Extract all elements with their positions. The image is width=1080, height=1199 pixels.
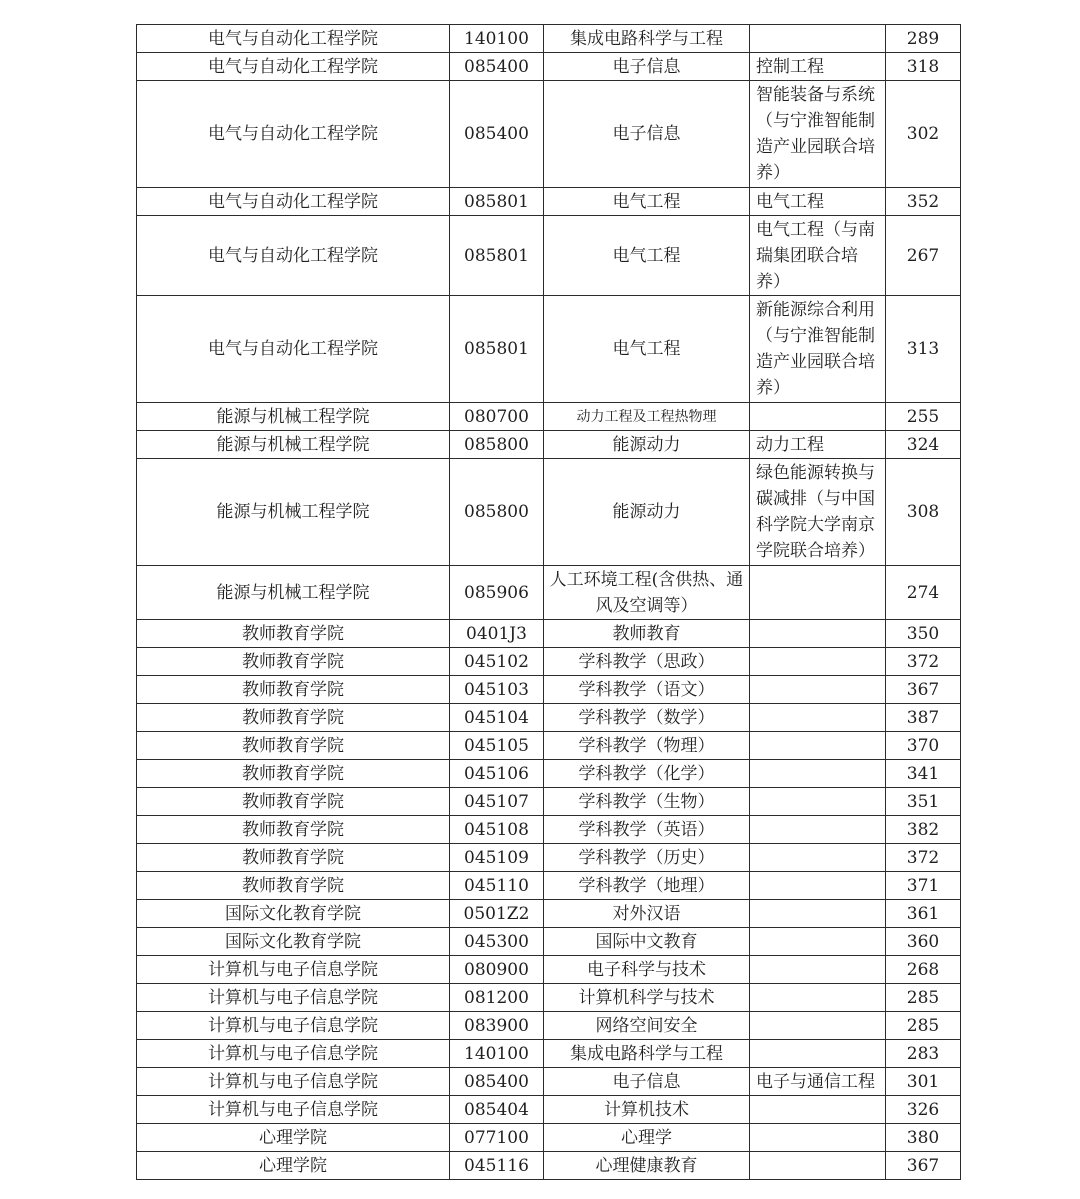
college-cell: 心理学院 [137, 1124, 450, 1152]
research-direction-cell [750, 928, 886, 956]
major-code-cell: 045110 [450, 872, 544, 900]
college-cell: 能源与机械工程学院 [137, 459, 450, 566]
score-cell: 285 [886, 1012, 961, 1040]
research-direction-cell [750, 620, 886, 648]
major-code-cell: 085400 [450, 53, 544, 81]
major-name-cell: 电气工程 [544, 216, 750, 296]
major-name-cell: 电气工程 [544, 188, 750, 216]
score-cell: 274 [886, 566, 961, 620]
research-direction-cell [750, 1040, 886, 1068]
major-name-cell: 学科教学（思政） [544, 648, 750, 676]
major-name-cell: 国际中文教育 [544, 928, 750, 956]
research-direction-cell [750, 648, 886, 676]
major-name-cell: 计算机科学与技术 [544, 984, 750, 1012]
major-code-cell: 045102 [450, 648, 544, 676]
table-row [137, 844, 961, 872]
major-code-cell: 0501Z2 [450, 900, 544, 928]
major-name-cell: 教师教育 [544, 620, 750, 648]
major-name-cell: 动力工程及工程热物理 [544, 403, 750, 431]
table-row [137, 900, 961, 928]
college-cell: 计算机与电子信息学院 [137, 1040, 450, 1068]
major-name-cell: 学科教学（生物） [544, 788, 750, 816]
major-code-cell: 0401J3 [450, 620, 544, 648]
major-code-cell: 085400 [450, 1068, 544, 1096]
research-direction-cell: 绿色能源转换与碳减排（与中国科学院大学南京学院联合培养） [750, 459, 886, 566]
research-direction-cell [750, 1152, 886, 1180]
score-cell: 255 [886, 403, 961, 431]
major-code-cell: 080700 [450, 403, 544, 431]
major-name-cell: 集成电路科学与工程 [544, 1040, 750, 1068]
major-code-cell: 045106 [450, 760, 544, 788]
college-cell: 心理学院 [137, 1152, 450, 1180]
table-row [137, 676, 961, 704]
major-name-cell: 计算机技术 [544, 1096, 750, 1124]
research-direction-cell [750, 844, 886, 872]
research-direction-cell: 智能装备与系统（与宁淮智能制造产业园联合培养） [750, 81, 886, 188]
score-cell: 285 [886, 984, 961, 1012]
major-name-cell: 电子科学与技术 [544, 956, 750, 984]
college-cell: 教师教育学院 [137, 676, 450, 704]
major-name-cell: 学科教学（化学） [544, 760, 750, 788]
college-cell: 计算机与电子信息学院 [137, 984, 450, 1012]
college-cell: 电气与自动化工程学院 [137, 296, 450, 403]
research-direction-cell [750, 760, 886, 788]
research-direction-cell [750, 704, 886, 732]
college-cell: 教师教育学院 [137, 816, 450, 844]
score-cell: 372 [886, 844, 961, 872]
score-cell: 341 [886, 760, 961, 788]
research-direction-cell: 新能源综合利用（与宁淮智能制造产业园联合培养） [750, 296, 886, 403]
major-code-cell: 045108 [450, 816, 544, 844]
table-row [137, 296, 961, 403]
major-name-cell: 学科教学（历史） [544, 844, 750, 872]
college-cell: 教师教育学院 [137, 844, 450, 872]
major-name-cell: 能源动力 [544, 459, 750, 566]
college-cell: 电气与自动化工程学院 [137, 53, 450, 81]
college-cell: 计算机与电子信息学院 [137, 1012, 450, 1040]
table-row [137, 984, 961, 1012]
research-direction-cell [750, 984, 886, 1012]
table-row [137, 816, 961, 844]
major-code-cell: 045300 [450, 928, 544, 956]
college-cell: 计算机与电子信息学院 [137, 1096, 450, 1124]
table-row [137, 1124, 961, 1152]
college-cell: 电气与自动化工程学院 [137, 25, 450, 53]
table-row [137, 928, 961, 956]
score-cell: 352 [886, 188, 961, 216]
table-row [137, 566, 961, 620]
college-cell: 能源与机械工程学院 [137, 403, 450, 431]
college-cell: 教师教育学院 [137, 760, 450, 788]
major-code-cell: 085801 [450, 188, 544, 216]
college-cell: 计算机与电子信息学院 [137, 1068, 450, 1096]
research-direction-cell [750, 25, 886, 53]
major-name-cell: 能源动力 [544, 431, 750, 459]
research-direction-cell: 电气工程（与南瑞集团联合培养） [750, 216, 886, 296]
major-code-cell: 140100 [450, 25, 544, 53]
score-cell: 371 [886, 872, 961, 900]
major-name-cell: 学科教学（数学） [544, 704, 750, 732]
table-row [137, 403, 961, 431]
major-code-cell: 085906 [450, 566, 544, 620]
table-row [137, 760, 961, 788]
college-cell: 国际文化教育学院 [137, 900, 450, 928]
table-row [137, 1068, 961, 1096]
major-code-cell: 085801 [450, 216, 544, 296]
major-name-cell: 电气工程 [544, 296, 750, 403]
major-code-cell: 085404 [450, 1096, 544, 1124]
major-code-cell: 083900 [450, 1012, 544, 1040]
major-name-cell: 电子信息 [544, 53, 750, 81]
major-code-cell: 080900 [450, 956, 544, 984]
research-direction-cell: 动力工程 [750, 431, 886, 459]
table-row [137, 1152, 961, 1180]
major-name-cell: 学科教学（英语） [544, 816, 750, 844]
research-direction-cell [750, 872, 886, 900]
table-row [137, 1040, 961, 1068]
score-cell: 351 [886, 788, 961, 816]
score-cell: 367 [886, 1152, 961, 1180]
score-cell: 367 [886, 676, 961, 704]
research-direction-cell [750, 788, 886, 816]
score-cell: 350 [886, 620, 961, 648]
research-direction-cell [750, 403, 886, 431]
score-cell: 326 [886, 1096, 961, 1124]
research-direction-cell: 控制工程 [750, 53, 886, 81]
major-code-cell: 045103 [450, 676, 544, 704]
research-direction-cell [750, 900, 886, 928]
table-row [137, 620, 961, 648]
research-direction-cell: 电子与通信工程 [750, 1068, 886, 1096]
table-row [137, 1096, 961, 1124]
research-direction-cell [750, 566, 886, 620]
score-cell: 313 [886, 296, 961, 403]
major-code-cell: 045109 [450, 844, 544, 872]
score-cell: 372 [886, 648, 961, 676]
college-cell: 计算机与电子信息学院 [137, 956, 450, 984]
major-name-cell: 学科教学（地理） [544, 872, 750, 900]
research-direction-cell [750, 676, 886, 704]
table-row [137, 431, 961, 459]
score-cell: 370 [886, 732, 961, 760]
admission-score-table [136, 24, 961, 1180]
score-cell: 308 [886, 459, 961, 566]
major-name-cell: 学科教学（语文） [544, 676, 750, 704]
score-cell: 302 [886, 81, 961, 188]
table-row [137, 25, 961, 53]
college-cell: 能源与机械工程学院 [137, 431, 450, 459]
table-row [137, 81, 961, 188]
major-name-cell: 集成电路科学与工程 [544, 25, 750, 53]
college-cell: 教师教育学院 [137, 872, 450, 900]
score-cell: 289 [886, 25, 961, 53]
college-cell: 电气与自动化工程学院 [137, 81, 450, 188]
score-cell: 324 [886, 431, 961, 459]
major-name-cell: 心理健康教育 [544, 1152, 750, 1180]
table-row [137, 459, 961, 566]
college-cell: 教师教育学院 [137, 732, 450, 760]
major-code-cell: 045105 [450, 732, 544, 760]
major-code-cell: 140100 [450, 1040, 544, 1068]
score-cell: 283 [886, 1040, 961, 1068]
research-direction-cell [750, 956, 886, 984]
table-row [137, 648, 961, 676]
table-row [137, 216, 961, 296]
college-cell: 电气与自动化工程学院 [137, 216, 450, 296]
major-name-cell: 网络空间安全 [544, 1012, 750, 1040]
major-code-cell: 085801 [450, 296, 544, 403]
table-row [137, 1012, 961, 1040]
table-row [137, 788, 961, 816]
major-name-cell: 学科教学（物理） [544, 732, 750, 760]
table-row [137, 956, 961, 984]
score-cell: 318 [886, 53, 961, 81]
college-cell: 能源与机械工程学院 [137, 566, 450, 620]
table-row [137, 704, 961, 732]
major-name-cell: 电子信息 [544, 81, 750, 188]
major-code-cell: 085800 [450, 459, 544, 566]
major-code-cell: 081200 [450, 984, 544, 1012]
score-cell: 360 [886, 928, 961, 956]
major-code-cell: 085400 [450, 81, 544, 188]
table-row [137, 188, 961, 216]
table-row [137, 53, 961, 81]
research-direction-cell [750, 732, 886, 760]
score-cell: 268 [886, 956, 961, 984]
table-row [137, 732, 961, 760]
major-name-cell: 人工环境工程(含供热、通风及空调等） [544, 566, 750, 620]
major-code-cell: 085800 [450, 431, 544, 459]
major-name-cell: 电子信息 [544, 1068, 750, 1096]
research-direction-cell [750, 1124, 886, 1152]
research-direction-cell [750, 1012, 886, 1040]
college-cell: 电气与自动化工程学院 [137, 188, 450, 216]
table-row [137, 872, 961, 900]
major-code-cell: 045116 [450, 1152, 544, 1180]
research-direction-cell [750, 1096, 886, 1124]
research-direction-cell [750, 816, 886, 844]
score-cell: 301 [886, 1068, 961, 1096]
score-cell: 361 [886, 900, 961, 928]
college-cell: 教师教育学院 [137, 788, 450, 816]
college-cell: 教师教育学院 [137, 620, 450, 648]
major-name-cell: 心理学 [544, 1124, 750, 1152]
score-cell: 267 [886, 216, 961, 296]
research-direction-cell: 电气工程 [750, 188, 886, 216]
score-cell: 382 [886, 816, 961, 844]
major-code-cell: 077100 [450, 1124, 544, 1152]
major-name-cell: 对外汉语 [544, 900, 750, 928]
college-cell: 国际文化教育学院 [137, 928, 450, 956]
college-cell: 教师教育学院 [137, 648, 450, 676]
major-code-cell: 045104 [450, 704, 544, 732]
college-cell: 教师教育学院 [137, 704, 450, 732]
major-code-cell: 045107 [450, 788, 544, 816]
score-cell: 387 [886, 704, 961, 732]
score-cell: 380 [886, 1124, 961, 1152]
